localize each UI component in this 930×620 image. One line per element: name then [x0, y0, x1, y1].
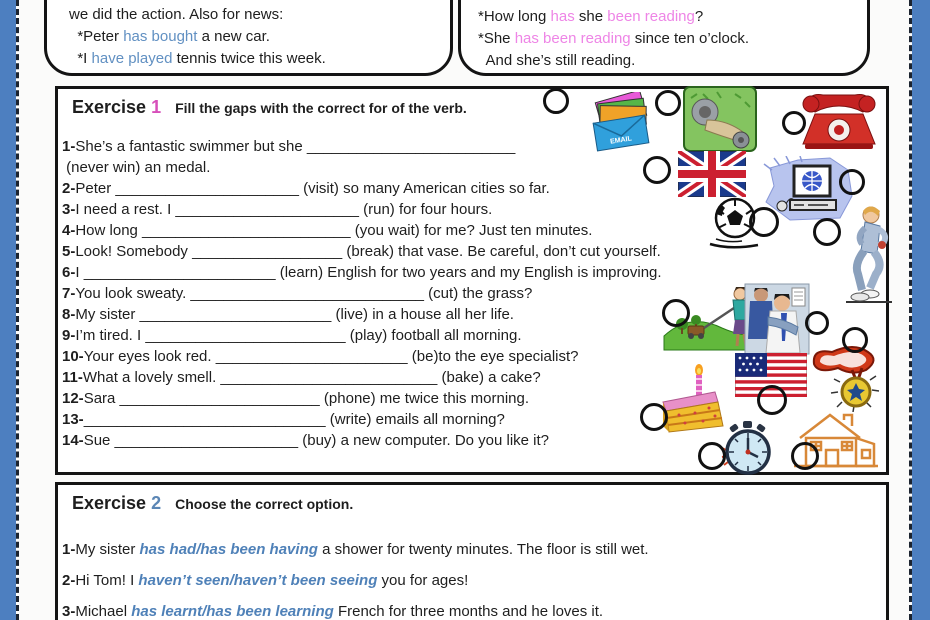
text-line [62, 136, 662, 157]
text-segment: has had/has been having [139, 541, 318, 558]
text-segment: ________________________ [145, 327, 346, 344]
text-segment: you for ages! [377, 572, 469, 589]
text-line [478, 6, 749, 28]
match-circle [543, 88, 569, 114]
text-segment: Michael [75, 603, 132, 620]
text-segment: ________________________ [119, 390, 320, 407]
text-segment: 13- [62, 411, 84, 428]
match-circle [805, 311, 829, 335]
text-line [62, 534, 649, 565]
match-circle [791, 442, 819, 470]
text-segment: been reading [607, 8, 695, 25]
text-segment: 2- [62, 572, 76, 589]
text-segment: (bake) a cake? [437, 369, 541, 386]
match-circle [662, 299, 690, 327]
text-line [69, 4, 326, 26]
text-segment: Sara [83, 390, 120, 407]
text-segment: has [550, 8, 575, 25]
text-segment: 7- [62, 285, 76, 302]
text-segment: (never win) an medal. [62, 159, 211, 176]
text-line [69, 26, 326, 48]
text-line [62, 596, 649, 620]
text-segment: has learnt/has been learning [131, 603, 334, 620]
text-segment: Hi Tom! I [75, 572, 139, 589]
text-line [62, 388, 662, 409]
exercise1-title: Exercise [72, 97, 147, 117]
text-line [69, 48, 326, 70]
text-segment: I’m tired. I [75, 327, 146, 344]
grammar-box-present-perfect [44, 0, 453, 76]
stopwatch-icon [720, 420, 774, 481]
text-segment: 10- [62, 348, 84, 365]
grammar-box-present-perfect-continuous [458, 0, 870, 76]
text-segment: we did the action. Also for news: [69, 6, 284, 23]
text-segment: 12- [62, 390, 84, 407]
telephone-icon [797, 86, 881, 157]
text-line [62, 241, 662, 262]
text-segment: a shower for twenty minutes. The floor is still wet. [317, 541, 649, 558]
text-line [62, 409, 662, 430]
text-segment: 3- [62, 603, 76, 620]
exercise1-number: 1 [151, 97, 162, 117]
text-segment: She’s a fantastic swimmer but she [75, 138, 307, 155]
email-envelopes-icon [588, 92, 656, 157]
lawn-mower-icon [683, 86, 757, 157]
text-segment: (learn) English for two years and my English is improving. [275, 264, 662, 281]
text-segment: 8- [62, 306, 76, 323]
text-segment: (be)to the eye specialist? [407, 348, 579, 365]
text-line [62, 178, 662, 199]
text-segment: __________________ [192, 243, 343, 260]
exercise2-title: Exercise [72, 493, 147, 513]
exercise2-number: 2 [151, 493, 162, 513]
text-line [478, 50, 749, 72]
text-segment: (visit) so many American cities so far. [298, 180, 550, 197]
match-circle [782, 111, 806, 135]
text-line [62, 346, 662, 367]
exercise1-instruction: Fill the gaps with the correct for of the verb. [175, 100, 467, 116]
match-circle [749, 207, 779, 237]
text-segment: (play) football all morning. [345, 327, 522, 344]
text-segment: ____________________________ [190, 285, 425, 302]
text-segment: 11- [62, 369, 83, 386]
text-segment: You look sweaty. [75, 285, 191, 302]
text-segment: (run) for four hours. [358, 201, 493, 218]
text-segment: she [574, 8, 608, 25]
text-segment: _______________________ [215, 348, 408, 365]
text-segment: since ten o’clock. [630, 30, 750, 47]
text-segment: (write) emails all morning? [325, 411, 505, 428]
tailor-icon [744, 283, 810, 360]
match-circle [640, 403, 668, 431]
text-segment: has bought [123, 28, 198, 45]
exercise2-header [72, 493, 353, 514]
text-segment: (cut) the grass? [424, 285, 533, 302]
text-segment: 5- [62, 243, 76, 260]
uk-flag-icon [678, 151, 746, 202]
text-line [62, 304, 662, 325]
match-circle [839, 169, 865, 195]
text-segment: My sister [75, 541, 140, 558]
text-segment: 9- [62, 327, 76, 344]
text-segment: And she’s still reading. [478, 52, 636, 69]
text-segment: 6- [62, 264, 76, 281]
text-segment: _________________________ [142, 222, 351, 239]
text-segment: (break) that vase. Be careful, don’t cut yourself. [342, 243, 661, 260]
text-segment: My sister [75, 306, 140, 323]
text-segment: French for three months and he loves it. [333, 603, 604, 620]
text-line [62, 325, 662, 346]
text-segment: How long [75, 222, 143, 239]
text-segment: ______________________ [175, 201, 359, 218]
text-segment: (phone) me twice this morning. [319, 390, 530, 407]
text-segment: Look! Somebody [75, 243, 193, 260]
text-line [62, 157, 662, 178]
text-line [62, 220, 662, 241]
text-segment: _______________________ [139, 306, 332, 323]
text-segment: tennis twice this week. [172, 50, 326, 67]
text-segment: *Peter [69, 28, 124, 45]
text-line [62, 283, 662, 304]
text-segment: _________________________ [306, 138, 516, 155]
exercise1-header [72, 97, 467, 118]
text-segment: 1- [62, 138, 76, 155]
grammar-box-right-text [478, 6, 749, 72]
text-line [478, 28, 749, 50]
match-circle [757, 385, 787, 415]
text-segment: _____________________________ [83, 411, 326, 428]
text-segment: (live) in a house all her life. [331, 306, 514, 323]
text-segment: has been reading [514, 30, 631, 47]
text-segment: ______________________ [114, 432, 299, 449]
runner-icon [832, 202, 896, 315]
match-circle [842, 327, 868, 353]
text-segment: (you wait) for me? Just ten minutes. [350, 222, 593, 239]
text-segment: 14- [62, 432, 84, 449]
text-segment: 1- [62, 541, 76, 558]
text-line [62, 430, 662, 451]
text-line [62, 565, 649, 596]
text-segment: have played [91, 50, 173, 67]
text-segment: (buy) a new computer. Do you like it? [298, 432, 550, 449]
text-segment: *I [69, 50, 92, 67]
text-line [62, 262, 662, 283]
text-line [62, 367, 662, 388]
text-segment: haven’t seen/haven’t been seeing [138, 572, 378, 589]
text-segment: ? [694, 8, 704, 25]
text-segment: Sue [83, 432, 115, 449]
text-segment: _______________________ [83, 264, 276, 281]
text-segment: *How long [478, 8, 551, 25]
text-segment: 3- [62, 201, 76, 218]
exercise2-items [62, 534, 649, 620]
email-label: EMAIL [609, 135, 633, 146]
text-segment: __________________________ [220, 369, 438, 386]
text-segment: a new car. [197, 28, 270, 45]
grammar-box-left-text [69, 4, 326, 70]
match-circle [655, 90, 681, 116]
text-segment: I [75, 264, 84, 281]
text-segment: 4- [62, 222, 76, 239]
medal-icon [802, 340, 882, 417]
text-segment: Your eyes look red. [83, 348, 216, 365]
text-segment: ______________________ [115, 180, 299, 197]
text-segment: *She [478, 30, 515, 47]
text-segment: I need a rest. I [75, 201, 176, 218]
match-circle [698, 442, 726, 470]
text-segment: What a lovely smell. [82, 369, 221, 386]
text-line [62, 199, 662, 220]
match-circle [813, 218, 841, 246]
match-circle [643, 156, 671, 184]
exercise2-instruction: Choose the correct option. [175, 496, 354, 512]
text-segment: 2- [62, 180, 76, 197]
exercise1-items [62, 136, 662, 451]
text-segment: Peter [75, 180, 116, 197]
